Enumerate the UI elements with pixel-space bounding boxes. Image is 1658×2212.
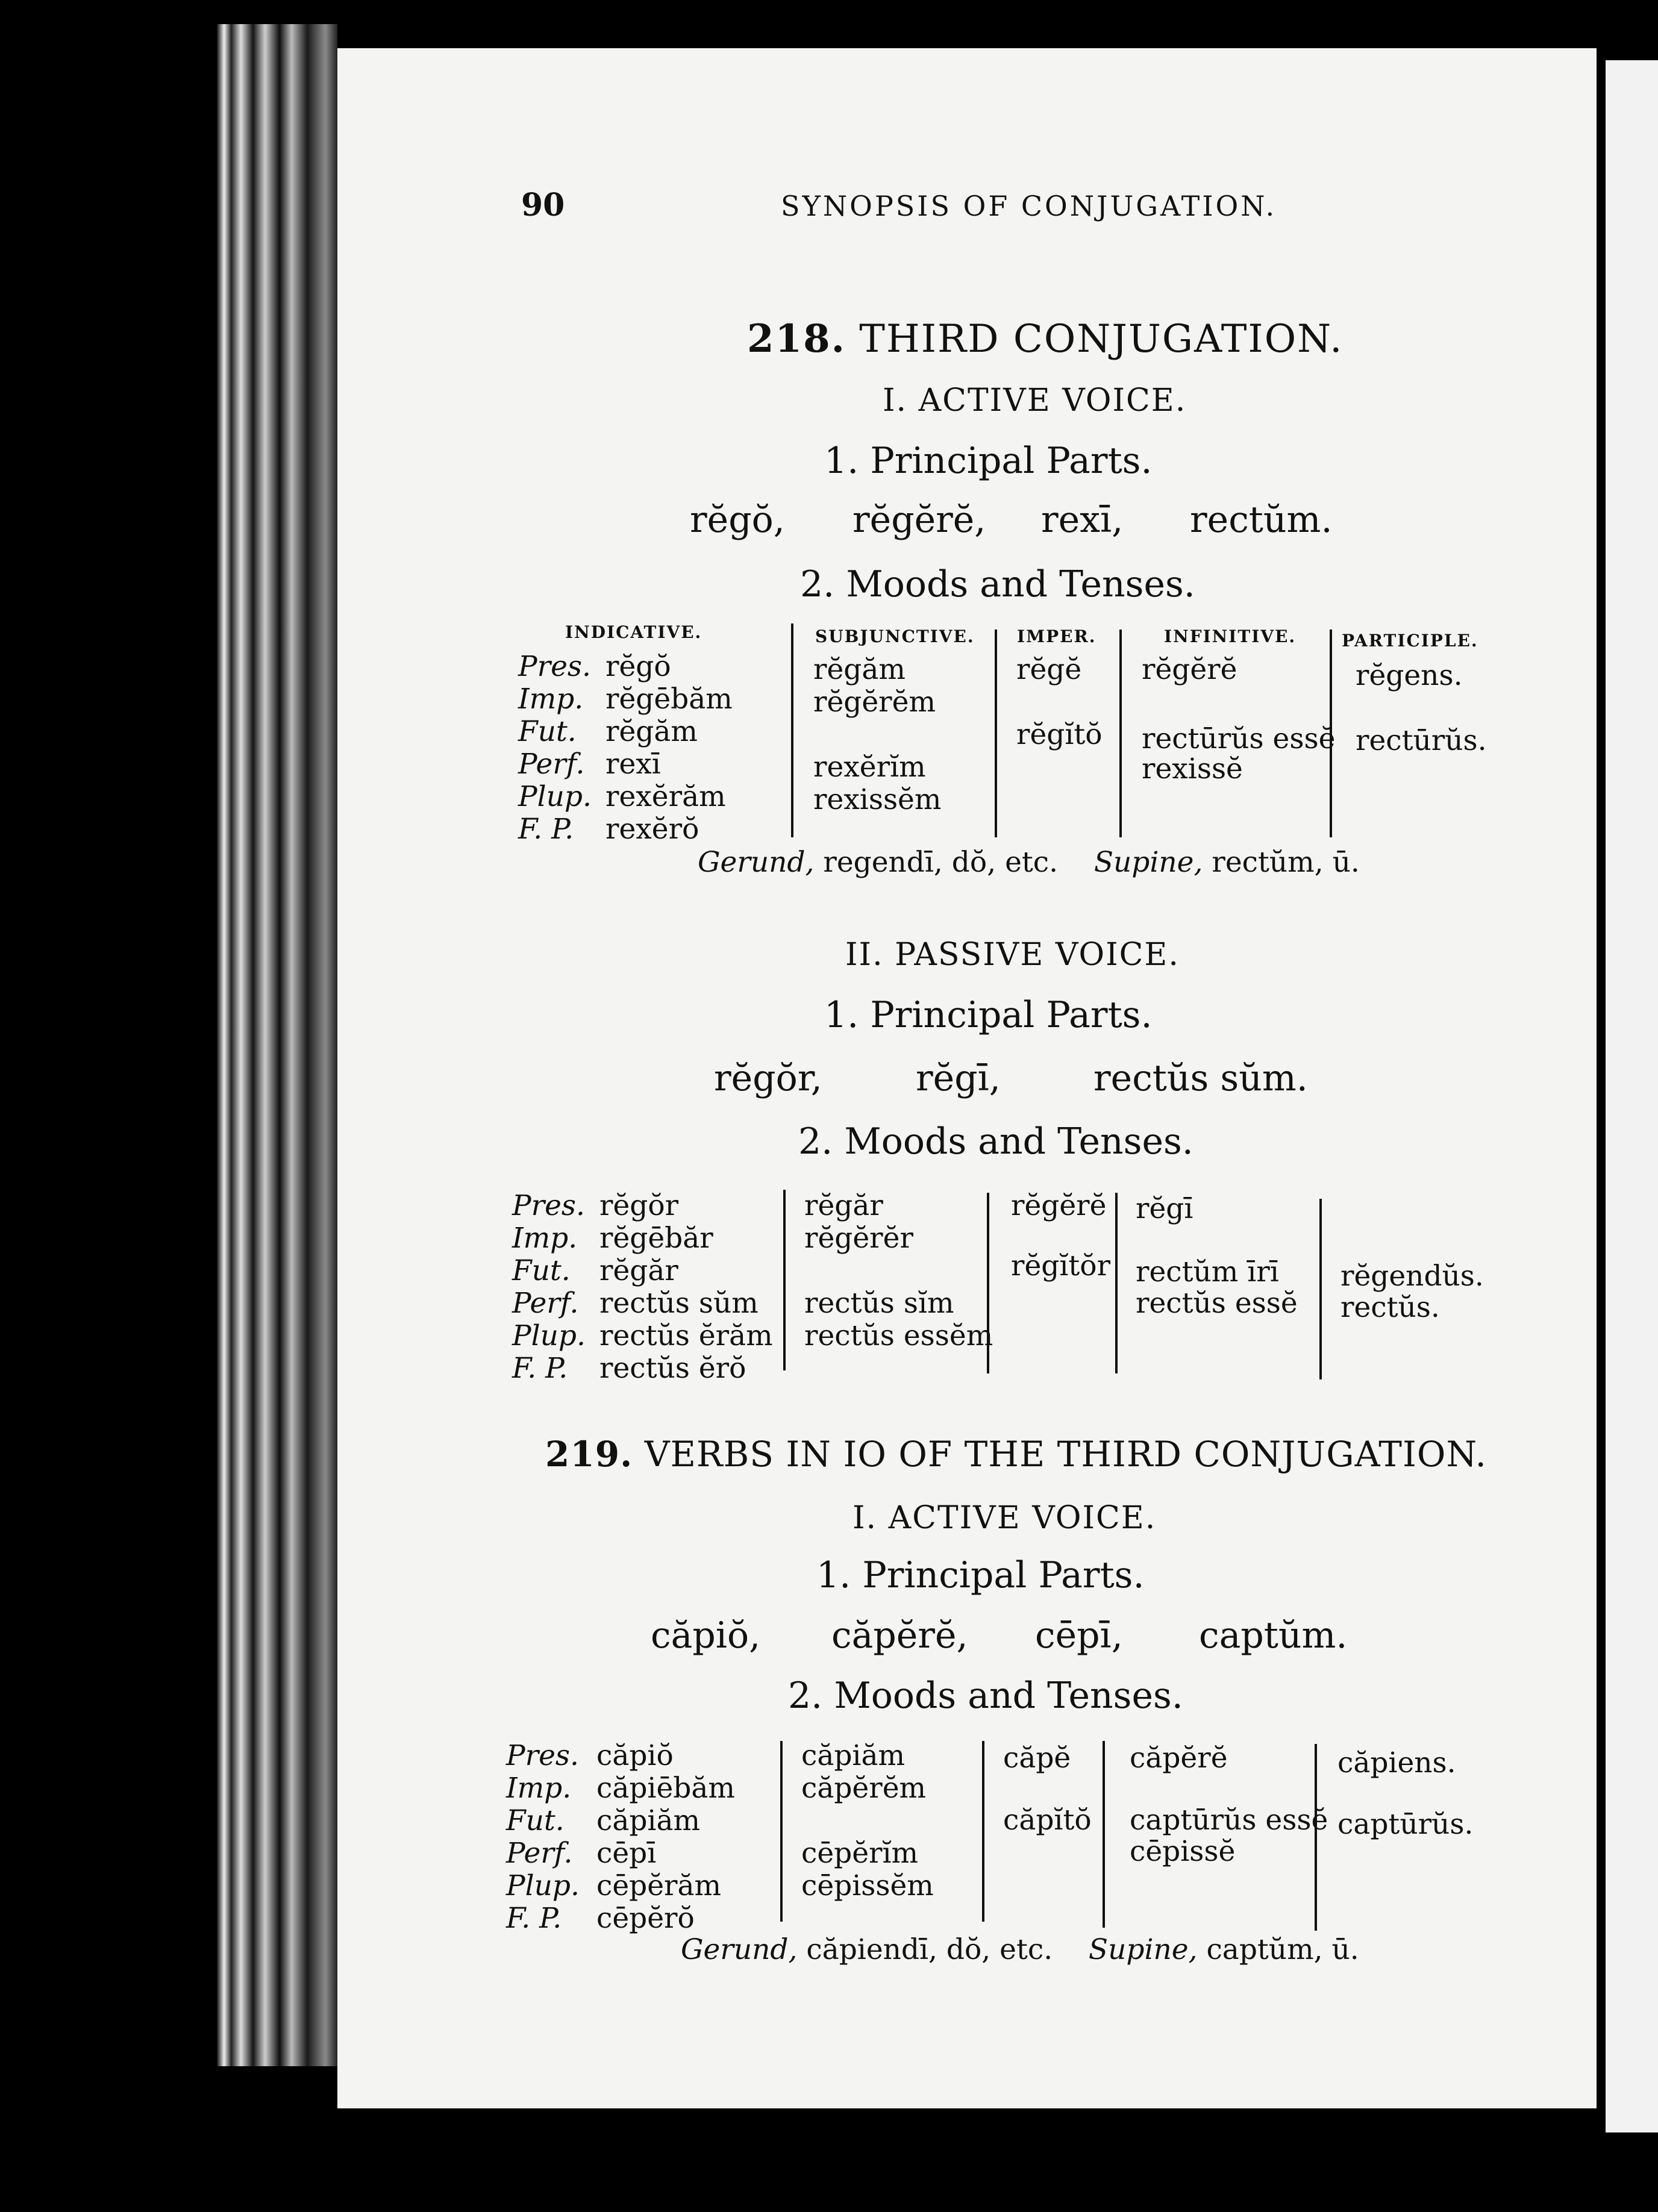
- supine-forms: captŭm, ū.: [1206, 1933, 1359, 1966]
- section-title: VERBS IN IO OF THE THIRD CONJUGATION.: [644, 1434, 1487, 1475]
- column-rule: [1103, 1741, 1105, 1928]
- gerund-forms: regendī, dŏ, etc.: [823, 846, 1059, 879]
- indicative-form: rexĕrăm: [605, 780, 726, 813]
- participle-form: rĕgendŭs.: [1340, 1260, 1484, 1293]
- indicative-form: căpiēbăm: [596, 1772, 735, 1805]
- subjunctive-form: rexĕrĭm: [813, 751, 926, 784]
- tense-label: Fut.: [506, 1804, 565, 1837]
- column-rule: [783, 1190, 786, 1370]
- infinitive-form: rectūrŭs essĕ: [1142, 722, 1336, 755]
- principal-part: cēpī,: [1035, 1614, 1123, 1657]
- column-rule: [1319, 1199, 1322, 1379]
- tense-label: Fut.: [512, 1254, 571, 1287]
- infinitive-form: captūrŭs essĕ: [1130, 1804, 1328, 1837]
- indicative-form: rĕgēbăm: [605, 683, 733, 716]
- tense-label: Perf.: [512, 1287, 579, 1320]
- tense-label: F. P.: [512, 1352, 568, 1385]
- principal-part: rĕgŏr,: [714, 1057, 822, 1099]
- indicative-form: rĕgŏr: [599, 1189, 679, 1222]
- moods-tenses-heading: 2. Moods and Tenses.: [798, 1120, 1193, 1163]
- moods-tenses-heading: 2. Moods and Tenses.: [788, 1675, 1183, 1717]
- imperative-form: rĕgĕ: [1016, 653, 1082, 686]
- infinitive-form: rĕgī: [1136, 1192, 1193, 1225]
- book-binding: [217, 24, 337, 2066]
- tense-label: Plup.: [506, 1869, 580, 1902]
- indicative-form: căpiăm: [596, 1804, 701, 1837]
- indicative-form: cēpĕrŏ: [596, 1902, 695, 1935]
- section-number: 219.: [545, 1434, 633, 1475]
- column-header: SUBJUNCTIVE.: [815, 626, 975, 646]
- indicative-form: rĕgēbăr: [599, 1222, 713, 1255]
- participle-form: căpiens.: [1337, 1746, 1456, 1779]
- active-voice-heading: I. ACTIVE VOICE.: [883, 383, 1187, 419]
- column-rule: [995, 630, 997, 837]
- tense-label: Imp.: [518, 683, 584, 716]
- indicative-form: rĕgăr: [599, 1254, 678, 1287]
- principal-part: rexī,: [1041, 499, 1124, 541]
- principal-part: rĕgŏ,: [690, 499, 785, 541]
- principal-part: rĕgĕrĕ,: [852, 499, 986, 541]
- indicative-form: rĕgŏ: [605, 650, 671, 683]
- tense-label: Imp.: [512, 1222, 578, 1255]
- imperative-form: rĕgĭtŏ: [1016, 718, 1103, 751]
- facing-page-edge: [1606, 60, 1658, 2132]
- principal-part: rectŭm.: [1190, 499, 1333, 541]
- infinitive-form: rexissĕ: [1142, 752, 1243, 786]
- subjunctive-form: cēpĕrĭm: [801, 1837, 919, 1870]
- infinitive-form: căpĕrĕ: [1130, 1742, 1228, 1775]
- principal-part: rectŭs sŭm.: [1093, 1057, 1308, 1099]
- principal-part: căpiŏ,: [651, 1614, 761, 1657]
- subjunctive-form: rectŭs sĭm: [804, 1287, 954, 1320]
- indicative-form: rectŭs sŭm: [599, 1287, 759, 1320]
- principal-part: căpĕrĕ,: [831, 1614, 968, 1657]
- imperative-form: căpĕ: [1003, 1742, 1071, 1775]
- section-title: THIRD CONJUGATION.: [859, 317, 1344, 361]
- subjunctive-form: rĕgăr: [804, 1189, 883, 1222]
- book-page: [337, 48, 1597, 2108]
- subjunctive-form: rĕgĕrĕm: [813, 686, 936, 719]
- column-header: INFINITIVE.: [1164, 626, 1297, 646]
- principal-parts-heading: 1. Principal Parts.: [816, 1554, 1145, 1596]
- participle-form: captūrŭs.: [1337, 1808, 1474, 1841]
- subjunctive-form: rĕgăm: [813, 653, 906, 686]
- running-head: SYNOPSIS OF CONJUGATION.: [781, 190, 1277, 222]
- subjunctive-form: rĕgĕrĕr: [804, 1222, 913, 1255]
- indicative-form: căpiŏ: [596, 1739, 674, 1772]
- indicative-form: cēpĕrăm: [596, 1869, 722, 1902]
- column-rule: [1115, 1193, 1118, 1373]
- section-218-heading: [747, 316, 1343, 361]
- participle-form: rĕgens.: [1356, 659, 1463, 692]
- supine-label: Supine,: [1088, 1933, 1198, 1966]
- imperative-form: rĕgĭtŏr: [1011, 1249, 1111, 1283]
- column-rule: [791, 623, 793, 837]
- tense-label: Plup.: [512, 1319, 586, 1352]
- gerund-forms: căpiendī, dŏ, etc.: [806, 1933, 1053, 1966]
- subjunctive-form: căpiăm: [801, 1739, 906, 1772]
- infinitive-form: rĕgĕrĕ: [1142, 653, 1237, 686]
- principal-part: rĕgī,: [916, 1057, 1001, 1099]
- page-number: 90: [521, 187, 565, 223]
- imperative-form: căpĭtŏ: [1003, 1804, 1092, 1837]
- participle-form: rectūrŭs.: [1356, 724, 1487, 757]
- infinitive-form: rectŭm īrī: [1136, 1255, 1279, 1289]
- gerund-label: Gerund,: [681, 1933, 798, 1966]
- subjunctive-form: rexissĕm: [813, 783, 942, 816]
- tense-label: Perf.: [518, 748, 585, 781]
- gerund-label: Gerund,: [698, 846, 815, 879]
- indicative-form: cēpī: [596, 1837, 657, 1870]
- participle-form: rectŭs.: [1340, 1291, 1440, 1324]
- indicative-form: rexĕrŏ: [605, 813, 699, 846]
- supine-label: Supine,: [1093, 846, 1203, 879]
- tense-label: F. P.: [506, 1902, 562, 1935]
- column-header: PARTICIPLE.: [1342, 631, 1478, 651]
- indicative-form: rexī: [605, 748, 661, 781]
- tense-label: Pres.: [518, 650, 591, 683]
- tense-label: F. P.: [518, 813, 574, 846]
- section-number: 218.: [747, 316, 846, 361]
- principal-parts-heading: 1. Principal Parts.: [824, 994, 1153, 1036]
- gerund-supine-line: [681, 1934, 1359, 1966]
- principal-parts-heading: 1. Principal Parts.: [824, 440, 1153, 482]
- principal-part: captŭm.: [1199, 1614, 1348, 1657]
- tense-label: Pres.: [506, 1739, 579, 1772]
- column-header: IMPER.: [1017, 626, 1096, 646]
- subjunctive-form: căpĕrĕm: [801, 1772, 927, 1805]
- infinitive-form: cēpissĕ: [1130, 1835, 1236, 1868]
- indicative-form: rectŭs ĕrăm: [599, 1319, 773, 1352]
- tense-label: Imp.: [506, 1772, 572, 1805]
- passive-voice-heading: II. PASSIVE VOICE.: [845, 937, 1180, 973]
- active-voice-heading: I. ACTIVE VOICE.: [852, 1500, 1157, 1536]
- column-rule: [1119, 630, 1122, 837]
- column-rule: [1315, 1744, 1317, 1931]
- supine-forms: rectŭm, ū.: [1212, 846, 1360, 879]
- subjunctive-form: cēpissĕm: [801, 1869, 934, 1902]
- tense-label: Fut.: [518, 715, 577, 748]
- gerund-supine-line: [698, 846, 1360, 879]
- column-header: INDICATIVE.: [565, 622, 702, 642]
- column-rule: [780, 1741, 783, 1922]
- infinitive-form: rectŭs essĕ: [1136, 1287, 1298, 1320]
- imperative-form: rĕgĕrĕ: [1011, 1189, 1107, 1222]
- moods-tenses-heading: 2. Moods and Tenses.: [800, 563, 1195, 605]
- tense-label: Pres.: [512, 1189, 585, 1222]
- column-rule: [982, 1741, 984, 1922]
- section-219-heading: [545, 1434, 1487, 1475]
- subjunctive-form: rectŭs essĕm: [804, 1319, 993, 1352]
- indicative-form: rectŭs ĕrŏ: [599, 1352, 746, 1385]
- indicative-form: rĕgăm: [605, 715, 698, 748]
- tense-label: Plup.: [518, 780, 592, 813]
- tense-label: Perf.: [506, 1837, 573, 1870]
